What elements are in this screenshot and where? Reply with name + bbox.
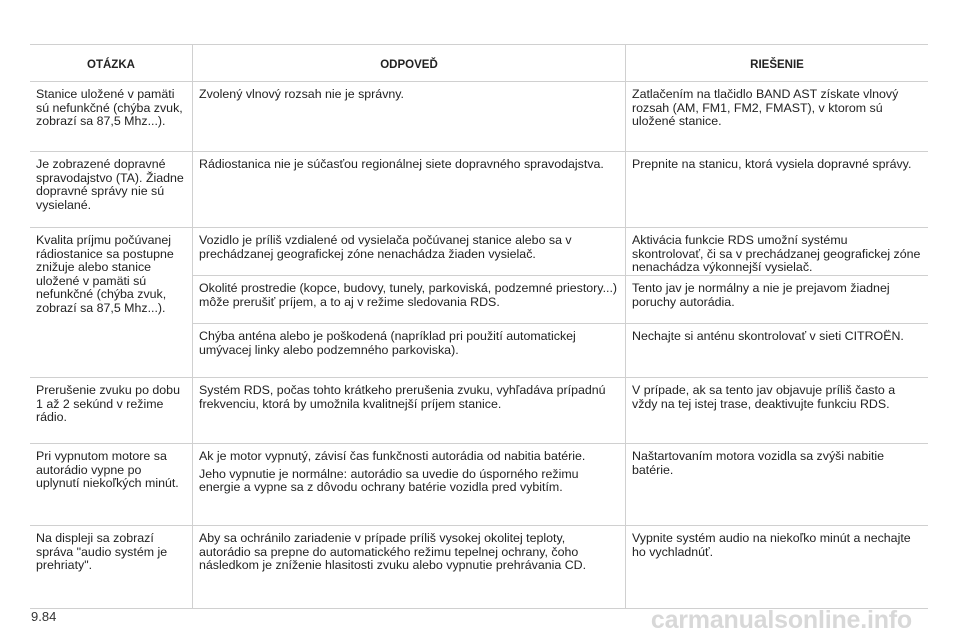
table-row <box>30 378 928 444</box>
question-cell: Prerušenie zvuku po dobu 1 až 2 sekúnd v režime rádio. <box>30 378 193 443</box>
answer-cell: Vozidlo je príliš vzdialené od vysielača počúvanej stanice alebo sa v prechádzanej geografickej zóne nenachádza žiaden vysielač. <box>193 228 626 275</box>
troubleshooting-table <box>30 44 928 609</box>
table-row <box>30 444 928 526</box>
sub-row <box>193 276 928 324</box>
solution-cell: Prepnite na stanicu, ktorá vysiela dopravné správy. <box>632 157 912 171</box>
sub-row <box>193 228 928 276</box>
solution-cell: V prípade, ak sa tento jav objavuje príliš často a vždy na tej istej trase, deaktivujte funkciu RDS. <box>632 383 896 411</box>
answer-paragraph: Ak je motor vypnutý, závisí čas funkčnosti autorádia od nabitia batérie. <box>199 449 586 463</box>
answer-cell: Systém RDS, počas tohto krátkeho prerušenia zvuku, vyhľadáva prípadnú frekvenciu, ktorá by umožnila kvalitnejší príjem stanice. <box>193 378 626 443</box>
solution-cell: Zatlačením na tlačidlo BAND AST získate vlnový rozsah (AM, FM1, FM2, FMAST), v ktorom sú uložené stanice. <box>632 87 899 128</box>
answer-cell: Okolité prostredie (kopce, budovy, tunely, parkoviská, podzemné priestory...) môže prerušiť príjem, a to aj v režime sledovania RDS. <box>193 276 626 323</box>
answer-cell: Rádiostanica nie je súčasťou regionálnej siete dopravného spravodajstva. <box>193 152 626 227</box>
table-row <box>30 228 928 378</box>
answer-paragraph: Jeho vypnutie je normálne: autorádio sa uvedie do úsporného režimu energie a vypne sa z dôvodu ochrany batérie vozidla pred vybitím. <box>199 466 579 494</box>
solution-cell: Nechajte si anténu skontrolovať v sieti CITROËN. <box>632 329 904 344</box>
header-solution: RIEŠENIE <box>750 59 804 71</box>
solution-cell: Naštartovaním motora vozidla sa zvýši nabitie batérie. <box>632 449 885 477</box>
question-cell: Stanice uložené v pamäti sú nefunkčné (chýba zvuk, zobrazí sa 87,5 Mhz...). <box>30 82 193 151</box>
question-cell: Kvalita príjmu počúvanej rádiostanice sa postupne znižuje alebo stanice uložené v pamäti sú nefunkčné (chýba zvuk, zobrazí sa 87,5 Mhz...). <box>30 228 193 377</box>
answer-cell: Zvolený vlnový rozsah nie je správny. <box>193 82 626 151</box>
table-header <box>30 45 928 82</box>
header-question: OTÁZKA <box>30 45 193 81</box>
header-answer: ODPOVEĎ <box>193 45 626 81</box>
table-row <box>30 152 928 228</box>
solution-cell: Tento jav je normálny a nie je prejavom žiadnej poruchy autorádia. <box>632 281 890 309</box>
watermark: carmanualsonline.info <box>650 606 912 634</box>
question-cell: Na displeji sa zobrazí správa "audio systém je prehriaty". <box>30 526 193 608</box>
question-cell: Pri vypnutom motore sa autorádio vypne po uplynutí niekoľkých minút. <box>30 444 193 525</box>
page-number: 9.84 <box>31 609 57 624</box>
table-row <box>30 82 928 152</box>
table-row <box>30 526 928 609</box>
question-cell: Je zobrazené dopravné spravodajstvo (TA). Žiadne dopravné správy nie sú vysielané. <box>30 152 193 227</box>
sub-row <box>193 324 928 377</box>
answer-cell <box>193 444 626 525</box>
solution-cell: Vypnite systém audio na niekoľko minút a nechajte ho vychladnúť. <box>632 531 911 559</box>
answer-cell: Aby sa ochránilo zariadenie v prípade príliš vysokej okolitej teploty, autorádio sa prepne do automatického režimu tepelnej ochrany, čoho následkom je zníženie hlasitosti zvuku alebo vypnutie prehrávania CD. <box>193 526 626 608</box>
answer-cell: Chýba anténa alebo je poškodená (napríklad pri použití automatickej umývacej linky alebo podzemného parkoviska). <box>193 324 626 377</box>
solution-cell: Aktivácia funkcie RDS umožní systému skontrolovať, či sa v prechádzanej geografickej zóne nenachádza výkonnejší vysielač. <box>632 233 921 274</box>
answer-group <box>193 228 928 377</box>
